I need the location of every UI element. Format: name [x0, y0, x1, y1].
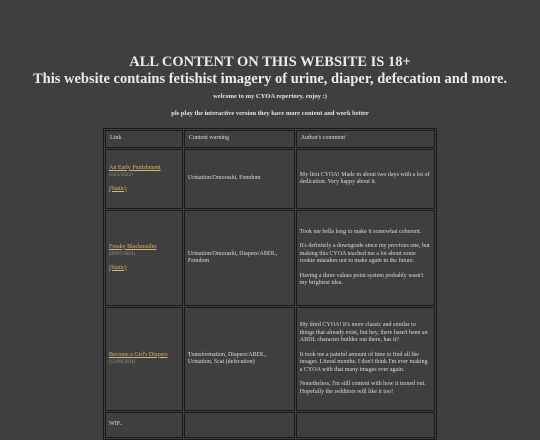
- table-row: [105, 307, 435, 411]
- comment-paragraph: It's definitely a downgrade since my previous one, but making this CYOA teached me a lot about some rookie mistakes not to make again in the future.: [299, 243, 430, 264]
- comment-paragraph: My first CYOA! Made in about two days with a lot of dedication. Very happy about it.: [299, 171, 430, 185]
- cyoa-link-freaky-blackmailer[interactable]: Freaky Blackmailer: [109, 243, 157, 250]
- comment-paragraph: Having a three values point system probably wasn't my brightest idea.: [299, 272, 424, 286]
- comment-paragraph: It took me a painful amount of time to find all the images. Literal months. I don't think I'm ever making a CYOA with that many images ever again.: [299, 351, 428, 373]
- link-cell: WIP..: [105, 412, 183, 438]
- link-cell: [105, 149, 183, 209]
- cyoa-link-early-punishment[interactable]: An Early Punishment: [109, 164, 161, 171]
- static-link-freaky-blackmailer[interactable]: (Static): [109, 264, 127, 271]
- warning-cell: [184, 412, 295, 438]
- warning-cell: Urination/Omorashi, Diapers/ABDL, Femdom: [184, 210, 295, 306]
- header-content-warning: Content warning: [184, 130, 295, 148]
- comment-paragraph: Took me hella long to make it somewhat coherent.: [299, 228, 422, 235]
- release-date: (12/09/2024): [109, 360, 136, 365]
- cyoa-link-become-diapers[interactable]: Become a Girl's Diapers: [109, 351, 168, 358]
- comment-cell: [296, 149, 435, 209]
- table-row: [105, 210, 435, 306]
- comment-paragraph: My third CYOA! It's more classic and similar to things that already exist, but hey, there hasn't been an ABDL character builder out there, has it?: [299, 322, 428, 343]
- release-date: (16/3/2022): [109, 173, 133, 179]
- link-cell: [105, 307, 183, 411]
- table-row: [105, 412, 435, 438]
- interactive-note: pls play the interactive version they have more content and work better: [171, 110, 369, 117]
- warning-cell: Transformation, Diapers/ABDL, Urination, Scat (defecation): [184, 307, 295, 411]
- age-warning-heading: ALL CONTENT ON THIS WEBSITE IS 18+: [129, 54, 411, 70]
- header-link: Link: [105, 130, 183, 148]
- link-cell: [105, 210, 183, 306]
- comment-cell: [296, 210, 435, 306]
- comment-cell: [296, 307, 435, 411]
- comment-paragraph: Nonetheless, I'm still content with how it turned out. Hopefully the redditors will like it too!: [299, 381, 426, 395]
- welcome-text: welcome to my CYOA repertory. enjoy :): [213, 93, 327, 100]
- warning-cell: Urination/Omorashi, Femdom: [184, 149, 295, 209]
- table-header-row: [105, 130, 435, 148]
- release-date: (09/07/2024): [109, 252, 136, 258]
- table-row: [105, 149, 435, 209]
- content-warning-heading: This website contains fetishist imagery of urine, diaper, defecation and more.: [32, 71, 508, 87]
- cyoa-table: [103, 128, 437, 440]
- static-link-early-punishment[interactable]: (Static): [109, 185, 127, 192]
- comment-cell: [296, 412, 435, 438]
- header-author-comment: Author's comment: [296, 130, 435, 148]
